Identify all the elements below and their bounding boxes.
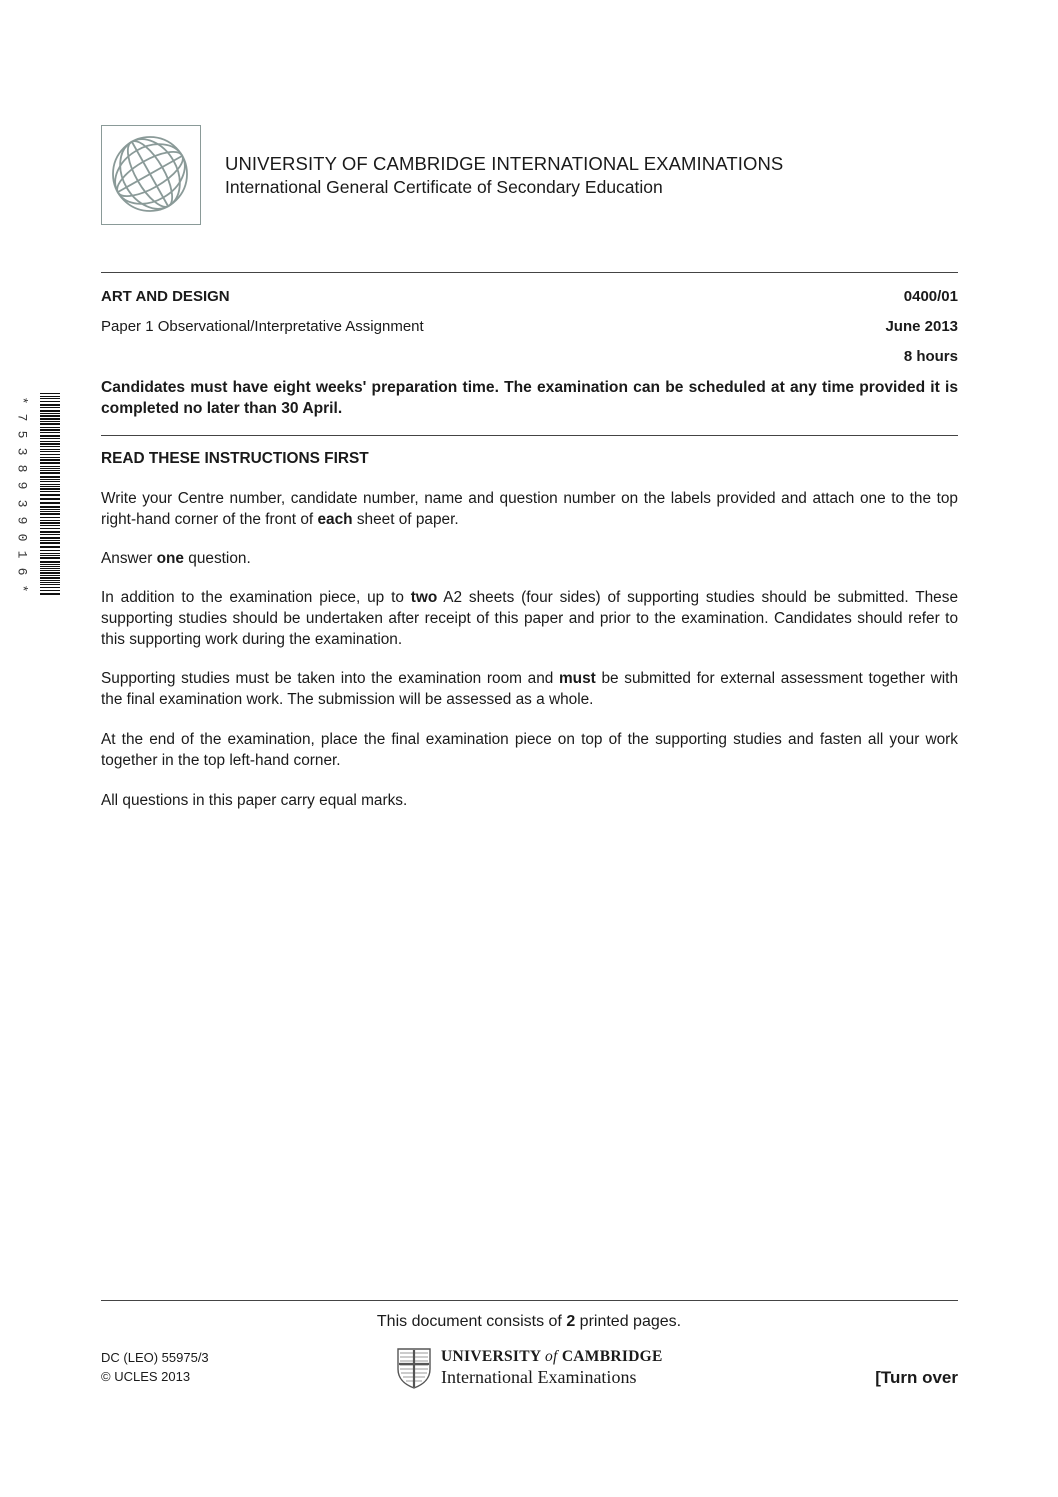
barcode-digit: 9 <box>14 482 30 490</box>
barcode-bar <box>40 407 60 408</box>
barcode-bar <box>40 572 60 574</box>
barcode-bar <box>40 553 60 554</box>
barcode-bar <box>40 459 60 461</box>
barcode-bar <box>40 491 60 492</box>
barcode-digits <box>14 393 34 598</box>
barcode-bar <box>40 582 60 583</box>
barcode-digit: 5 <box>14 430 30 439</box>
barcode-bar <box>40 488 60 490</box>
instruction-paragraph: Answer one question. <box>101 550 251 567</box>
barcode-bar <box>40 520 60 521</box>
barcode-bar <box>40 528 60 529</box>
divider <box>101 435 958 436</box>
barcode-bar <box>40 418 60 420</box>
barcode-bar <box>40 566 60 567</box>
barcode-bar <box>40 534 60 535</box>
barcode-digit: * <box>14 396 30 405</box>
barcode-bar <box>40 443 60 445</box>
barcode-bar <box>40 441 60 442</box>
barcode-bar <box>40 587 60 588</box>
barcode-bar <box>40 561 60 563</box>
barcode-bar <box>40 494 60 496</box>
cambridge-crest-icon <box>396 1347 432 1389</box>
instruction-paragraph: All questions in this paper carry equal marks. <box>101 792 408 809</box>
barcode-digit: 3 <box>14 447 30 456</box>
globe-icon <box>102 126 199 223</box>
barcode-digit: 3 <box>14 499 30 507</box>
turn-over-label: [Turn over <box>875 1368 958 1387</box>
instruction-paragraph: In addition to the examination piece, up to two A2 sheets (four sides) of supporting studies should be submitted. These supporting studies should be undertaken after receipt of this paper and prior to the examination. Candidates should refer to this supporting work during the examination. <box>101 589 959 648</box>
reference-code: DC (LEO) 55975/3 <box>101 1350 209 1365</box>
barcode-bar <box>40 401 60 402</box>
barcode-bar <box>40 421 60 422</box>
instruction-paragraph: Write your Centre number, candidate number, name and question number on the labels provided and attach one to the top right-hand corner of the front of each sheet of paper. <box>101 490 958 528</box>
paper-code: 0400/01 <box>903 288 958 305</box>
barcode-bar <box>40 498 60 500</box>
preparation-notice: Candidates must have eight weeks' preparation time. The examination can be scheduled at any time provided it is completed no later than 30 April. <box>101 379 958 417</box>
barcode-bar <box>40 506 60 508</box>
cambridge-brand-line2: International Examinations <box>441 1367 637 1387</box>
barcode-bar <box>40 423 60 425</box>
barcode-bar <box>40 476 60 478</box>
barcode-bar <box>40 457 60 458</box>
barcode-bar <box>40 429 60 431</box>
barcode-bar <box>40 522 60 524</box>
document-reference <box>101 1348 209 1386</box>
barcode-bar <box>40 404 60 406</box>
barcode-bar <box>40 427 60 428</box>
barcode-bar <box>40 454 60 455</box>
barcode-bar <box>40 462 60 464</box>
barcode-bar <box>40 531 60 533</box>
barcode-digit: 9 <box>14 516 30 524</box>
barcode-bar <box>40 580 60 581</box>
barcode-bar <box>40 564 60 565</box>
cie-globe-logo <box>101 125 201 225</box>
barcode-bar <box>40 509 60 510</box>
barcode-bar <box>40 472 60 474</box>
barcode-bar <box>40 593 60 595</box>
barcode-bar <box>40 540 60 541</box>
barcode-bar <box>40 449 60 450</box>
qualification-name: International General Certificate of Secondary Education <box>225 177 663 197</box>
barcode-bar <box>40 542 60 544</box>
barcode-bar <box>40 570 60 571</box>
barcode-bar <box>40 555 60 556</box>
barcode-bar <box>40 546 60 548</box>
barcode-digit: * <box>14 584 30 593</box>
barcode-bar <box>40 413 60 414</box>
barcode-bar <box>40 484 60 485</box>
barcode-bar <box>40 575 60 576</box>
exam-duration: 8 hours <box>903 348 958 365</box>
barcode-bar <box>40 446 60 447</box>
barcode-digit: 6 <box>14 567 30 576</box>
barcode-bar <box>40 584 60 585</box>
barcode-bar <box>40 502 60 504</box>
barcode-bar <box>40 557 60 559</box>
barcode-digit: 8 <box>14 464 30 473</box>
barcode <box>40 393 60 598</box>
barcode-bar <box>40 393 60 394</box>
barcode-bar <box>40 481 60 482</box>
barcode-digit: 7 <box>14 413 30 422</box>
barcode-bar <box>40 435 60 437</box>
barcode-bar <box>40 468 60 469</box>
barcode-bar <box>40 398 60 399</box>
instruction-paragraph: Supporting studies must be taken into the examination room and must be submitted for external assessment together with the final examination work. The submission will be assessed as a whole. <box>101 670 959 708</box>
barcode-bar <box>40 577 60 579</box>
cambridge-brand-line1: UNIVERSITY of CAMBRIDGE <box>441 1348 663 1365</box>
subject-title: ART AND DESIGN <box>101 288 230 305</box>
instruction-paragraph: At the end of the examination, place the final examination piece on top of the supporting studies and fasten all your work together in the top left-hand corner. <box>101 731 958 769</box>
barcode-bar <box>40 537 60 539</box>
barcode-bar <box>40 513 60 515</box>
barcode-digit: 1 <box>14 550 30 559</box>
instructions-heading: READ THESE INSTRUCTIONS FIRST <box>101 450 369 467</box>
barcode-bar <box>40 410 60 412</box>
barcode-bar <box>40 451 60 452</box>
barcode-bar <box>40 470 60 471</box>
barcode-bar <box>40 432 60 433</box>
copyright: © UCLES 2013 <box>101 1369 191 1384</box>
barcode-bar <box>40 550 60 551</box>
barcode-bar <box>40 415 60 417</box>
barcode-bar <box>40 568 60 569</box>
paper-title: Paper 1 Observational/Interpretative Assignment <box>101 318 424 335</box>
barcode-bar <box>40 479 60 480</box>
footer-divider <box>101 1300 958 1301</box>
divider <box>101 272 958 273</box>
barcode-digit: 0 <box>14 533 30 542</box>
barcode-bar <box>40 517 60 518</box>
barcode-bar <box>40 438 60 439</box>
board-name: UNIVERSITY OF CAMBRIDGE INTERNATIONAL EXAMINATIONS <box>225 153 784 174</box>
barcode-bar <box>40 396 60 397</box>
barcode-bar <box>40 466 60 467</box>
barcode-bar <box>40 590 60 591</box>
barcode-bar <box>40 525 60 526</box>
barcode-bar <box>40 511 60 512</box>
barcode-bar <box>40 486 60 487</box>
exam-session: June 2013 <box>885 318 958 335</box>
page-count: This document consists of 2 printed pages. <box>376 1313 682 1330</box>
